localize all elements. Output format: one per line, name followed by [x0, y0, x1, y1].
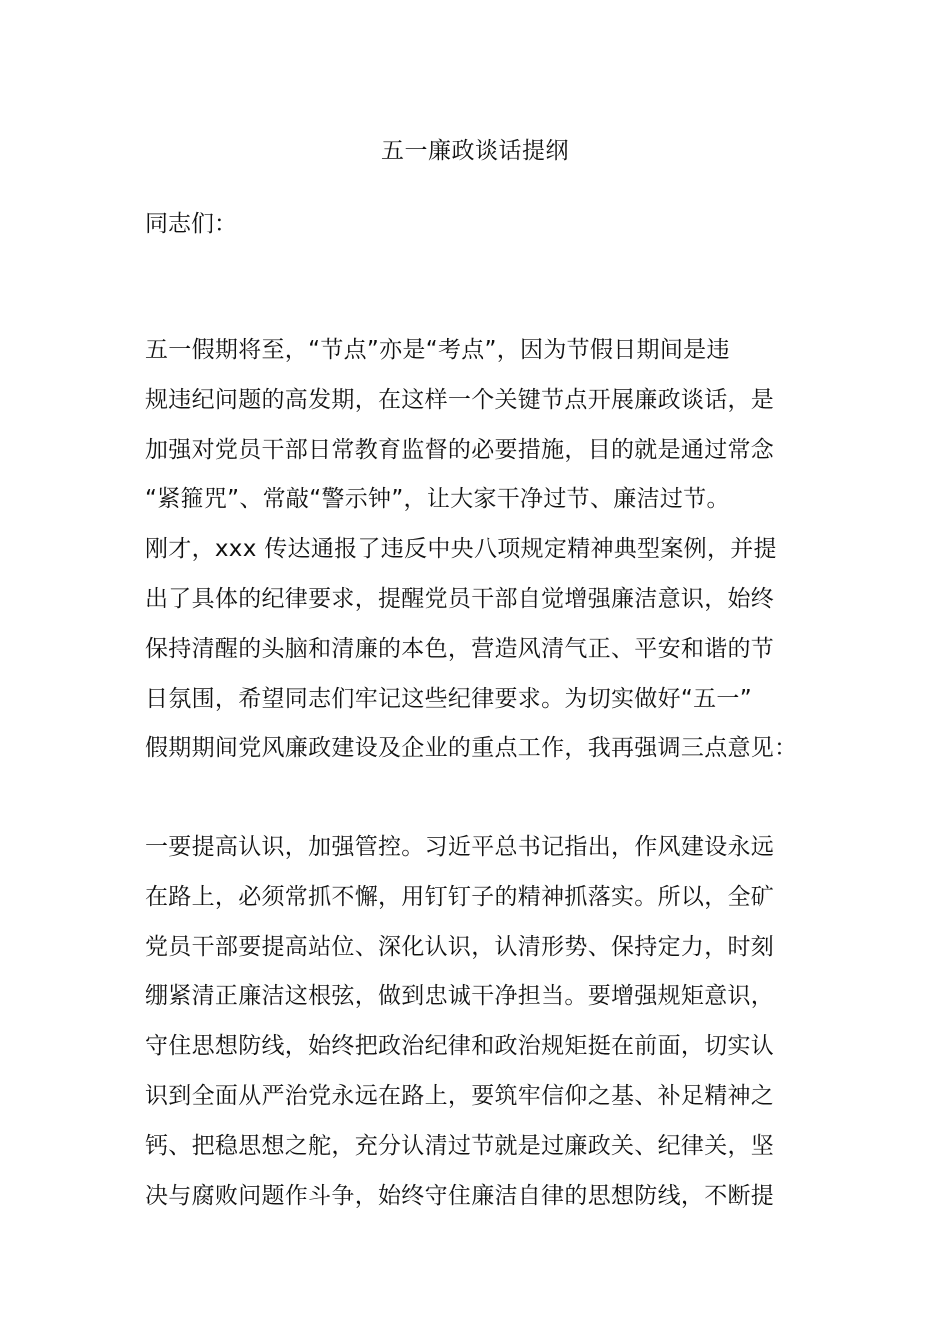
paragraph-line: 加强对党员干部日常教育监督的必要措施，目的就是通过常念 [145, 436, 775, 463]
paragraph-line: 识到全面从严治党永远在路上，要筑牢信仰之基、补足精神之 [145, 1082, 775, 1109]
salutation: 同志们： [145, 211, 237, 237]
paragraph-point-one [145, 823, 810, 1221]
paragraph-line: 出了具体的纪律要求，提醒党员干部自觉增强廉洁意识，始终 [145, 585, 775, 612]
paragraph-intro [145, 326, 810, 774]
paragraph-line: 钙、把稳思想之舵，充分认清过节就是过廉政关、纪律关，坚 [145, 1132, 775, 1159]
paragraph-line: “紧箍咒”、常敲“警示钟”，让大家干净过节、廉洁过节。 [145, 486, 730, 513]
paragraph-line: 绷紧清正廉洁这根弦，做到忠诚干净担当。要增强规矩意识， [145, 983, 775, 1010]
paragraph-line: 假期期间党风廉政建设及企业的重点工作，我再强调三点意见： [145, 735, 798, 762]
paragraph-line: 一要提高认识，加强管控。习近平总书记指出，作风建设永远 [145, 834, 775, 860]
paragraph-line: 五一假期将至，“节点”亦是“考点”，因为节假日期间是违 [145, 337, 730, 363]
paragraph-line: 在路上，必须常抓不懈，用钉钉子的精神抓落实。所以，全矿 [145, 883, 775, 910]
paragraph-line: 党员干部要提高站位、深化认识，认清形势、保持定力，时刻 [145, 933, 775, 960]
paragraph-line: 守住思想防线，始终把政治纪律和政治规矩挺在前面，切实认 [145, 1033, 775, 1060]
paragraph-line: 日氛围，希望同志们牢记这些纪律要求。为切实做好“五一” [145, 685, 752, 712]
document-title: 五一廉政谈话提纲 [381, 138, 569, 164]
paragraph-line: 保持清醒的头脑和清廉的本色，营造风清气正、平安和谐的节 [145, 635, 775, 662]
paragraph-line: 决与腐败问题作斗争，始终守住廉洁自律的思想防线，不断提 [145, 1182, 775, 1209]
paragraph-line: 刚才，xxx 传达通报了违反中央八项规定精神典型案例，并提 [145, 536, 777, 563]
paragraph-line: 规违纪问题的高发期，在这样一个关键节点开展廉政谈话，是 [145, 386, 775, 413]
